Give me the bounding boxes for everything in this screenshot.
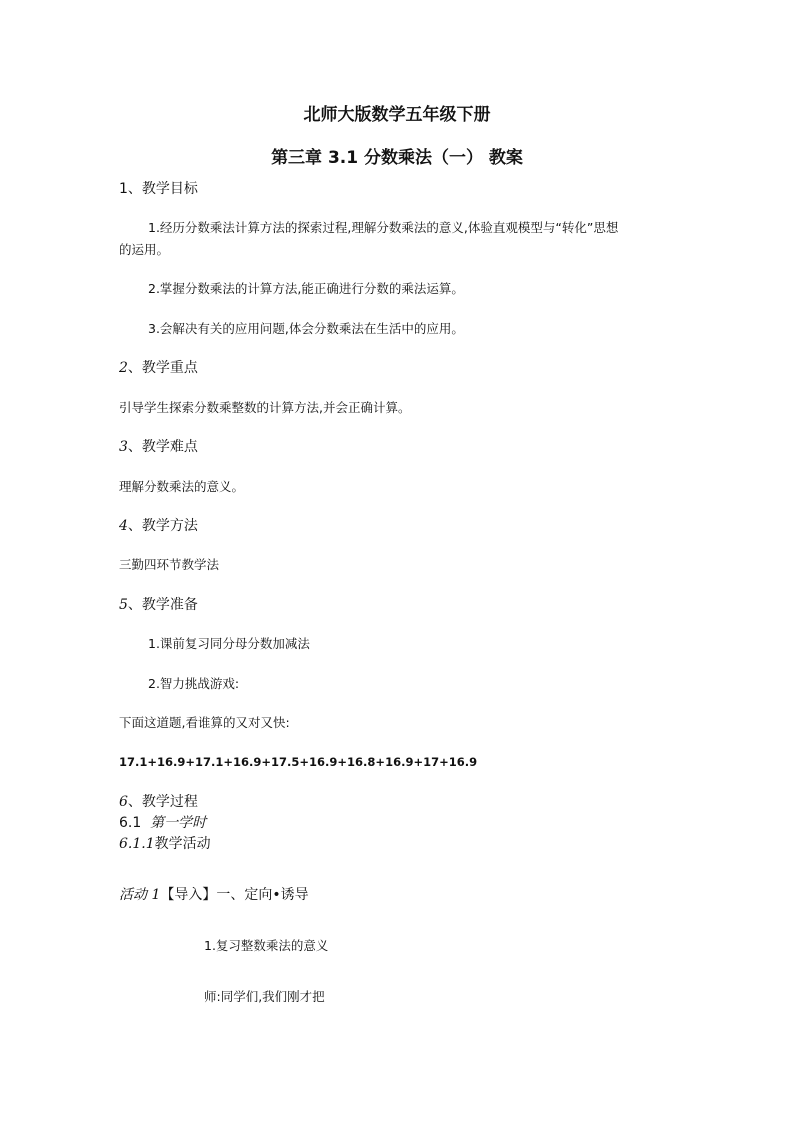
activity-title: 【导入】一、定向•诱导 xyxy=(160,887,309,903)
difficulties-heading xyxy=(119,440,198,454)
key-points-heading xyxy=(119,361,198,375)
methods-text: 三勤四环节教学法 xyxy=(119,557,220,572)
process-subheading-1 xyxy=(119,816,206,830)
subheading-label: 教学活动 xyxy=(154,836,211,852)
document-subtitle: 第三章 3.1 分数乘法（一） 教案 xyxy=(271,148,523,168)
preparation-question: 下面这道题,看谁算的又对又快: xyxy=(119,715,290,730)
section-number: 4 xyxy=(119,518,128,534)
process-heading xyxy=(119,795,198,809)
objective-item-1: 1.经历分数乘法计算方法的探索过程,理解分数乘法的意义,体验直观模型与“转化”思想 xyxy=(148,220,619,235)
methods-heading xyxy=(119,519,198,533)
process-subheading-2 xyxy=(119,837,211,851)
section-heading-text: 、教学重点 xyxy=(127,360,198,376)
objectives-heading: 1、教学目标 xyxy=(119,181,198,197)
process-step-2: 师:同学们,我们刚才把 xyxy=(204,989,325,1004)
document-title: 北师大版数学五年级下册 xyxy=(303,105,491,125)
subheading-number: 6.1 xyxy=(119,815,142,831)
objective-item-3: 3.会解决有关的应用问题,体会分数乘法在生活中的应用。 xyxy=(148,321,464,336)
subheading-label: 第一学时 xyxy=(150,815,207,831)
process-step-1: 1.复习整数乘法的意义 xyxy=(204,938,329,953)
activity-label: 活动 1 xyxy=(119,887,161,903)
activity-heading xyxy=(119,888,309,902)
section-heading-text: 、教学方法 xyxy=(127,518,198,534)
section-heading-text: 、教学难点 xyxy=(127,439,198,455)
section-number: 2 xyxy=(119,360,128,376)
key-points-text: 引导学生探索分数乘整数的计算方法,并会正确计算。 xyxy=(119,400,411,415)
section-number: 6 xyxy=(119,794,128,810)
objective-item-1-cont: 的运用。 xyxy=(119,242,170,257)
section-number: 5 xyxy=(119,597,128,613)
preparation-expression: 17.1+16.9+17.1+16.9+17.5+16.9+16.8+16.9+17+16.9 xyxy=(119,755,478,769)
section-heading-text: 、教学准备 xyxy=(127,597,198,613)
preparation-item-1: 1.课前复习同分母分数加减法 xyxy=(148,636,310,651)
preparation-heading xyxy=(119,598,198,612)
difficulties-text: 理解分数乘法的意义。 xyxy=(119,479,245,494)
subheading-number: 6.1.1 xyxy=(119,836,155,852)
preparation-item-2: 2.智力挑战游戏: xyxy=(148,676,240,691)
section-heading-text: 、教学过程 xyxy=(127,794,198,810)
objective-item-2: 2.掌握分数乘法的计算方法,能正确进行分数的乘法运算。 xyxy=(148,281,464,296)
section-number: 3 xyxy=(119,439,128,455)
